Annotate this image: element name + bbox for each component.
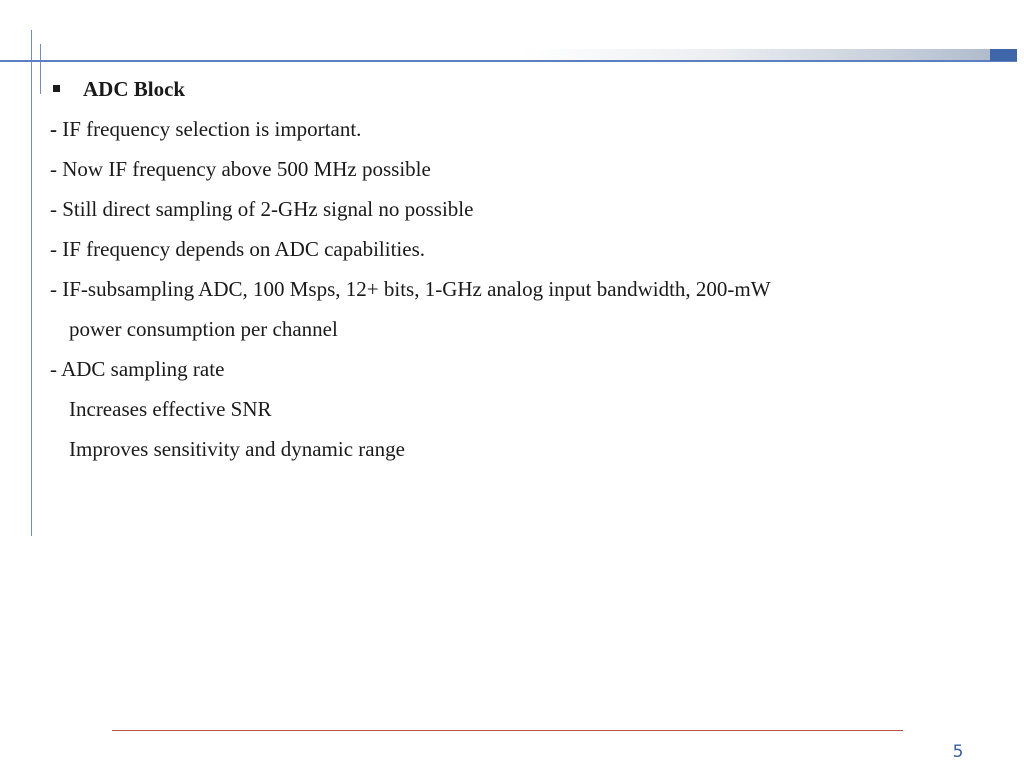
body-line-continuation: power consumption per channel	[69, 317, 338, 341]
body-line: - Now IF frequency above 500 MHz possible	[50, 157, 431, 181]
body-line: - Still direct sampling of 2-GHz signal no possible	[50, 197, 474, 221]
header-rule	[0, 60, 1017, 62]
body-line	[50, 115, 1000, 155]
header-accent-block	[990, 49, 1017, 61]
page-number: 5	[952, 742, 964, 762]
left-vertical-rule	[31, 30, 32, 536]
body-subline: Increases effective SNR	[69, 397, 272, 421]
left-vertical-rule-accent	[40, 44, 41, 94]
square-bullet-icon	[53, 85, 60, 92]
body-line: - IF-subsampling ADC, 100 Msps, 12+ bits, 1-GHz analog input bandwidth, 200-mW	[50, 277, 771, 301]
body-subline: Improves sensitivity and dynamic range	[69, 437, 405, 461]
dash-marker: -	[50, 117, 57, 141]
body-line: - IF frequency depends on ADC capabilities.	[50, 237, 425, 261]
slide-heading: ADC Block	[83, 77, 186, 101]
body-line: - ADC sampling rate	[50, 357, 225, 381]
slide-body	[50, 75, 1000, 475]
body-line-text: IF frequency selection is important.	[57, 117, 362, 141]
heading-row	[50, 75, 1000, 115]
footer-rule	[112, 730, 903, 731]
